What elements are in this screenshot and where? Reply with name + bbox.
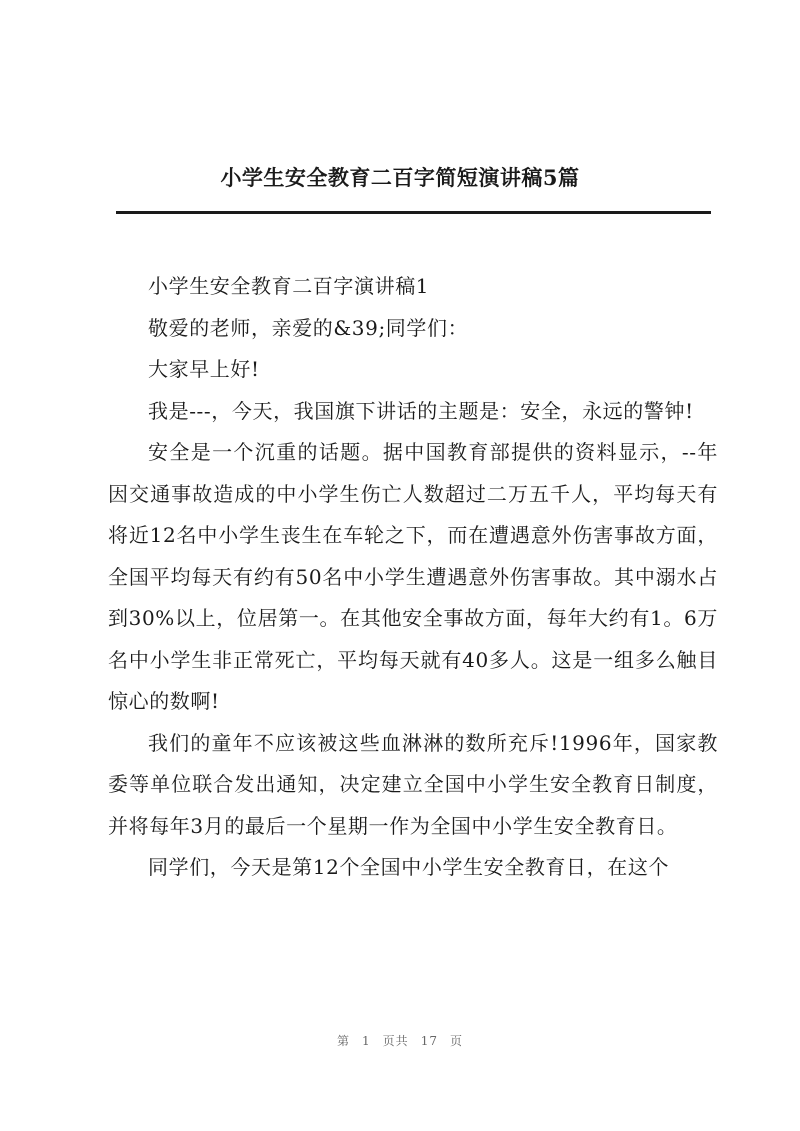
document-body: [108, 266, 718, 889]
paragraph-statistics: 安全是一个沉重的话题。据中国教育部提供的资料显示，--年因交通事故造成的中小学生伤亡人数超过二万五千人，平均每天有将近12名中小学生丧生在车轮之下，而在遭遇意外伤害事故方面，全国平均每天有约有50名中小学生遭遇意外伤害事故。其中溺水占到30%以上，位居第一。在其他安全事故方面，每年大约有1。6万名中小学生非正常死亡，平均每天就有40多人。这是一组多么触目惊心的数啊!: [108, 440, 718, 713]
footer-total-pages: 17: [420, 1034, 438, 1048]
footer-page-number: 1: [362, 1034, 371, 1048]
paragraph-heading: 小学生安全教育二百字演讲稿1: [148, 274, 430, 298]
title-divider: [116, 211, 711, 214]
footer-page-mid: 页共: [382, 1034, 409, 1048]
document-title: 小学生安全教育二百字简短演讲稿5篇: [220, 165, 580, 190]
footer-page-label: 第: [337, 1034, 351, 1048]
paragraph-salutation: 敬爱的老师，亲爱的&39;同学们：: [148, 315, 469, 340]
paragraph-greeting: 大家早上好!: [148, 357, 260, 381]
paragraph-safety-day: 我们的童年不应该被这些血淋淋的数所充斥!1996年，国家教委等单位联合发出通知，决定建立全国中小学生安全教育日制度，并将每年3月的最后一个星期一作为全国中小学生安全教育日。: [108, 730, 718, 838]
footer-page-suffix: 页: [449, 1034, 463, 1048]
paragraph-topic: 我是---，今天，我国旗下讲话的主题是：安全，永远的警钟!: [148, 398, 694, 423]
page-footer: [0, 1032, 800, 1049]
paragraph-closing-start: 同学们，今天是第12个全国中小学生安全教育日，在这个: [148, 855, 670, 879]
